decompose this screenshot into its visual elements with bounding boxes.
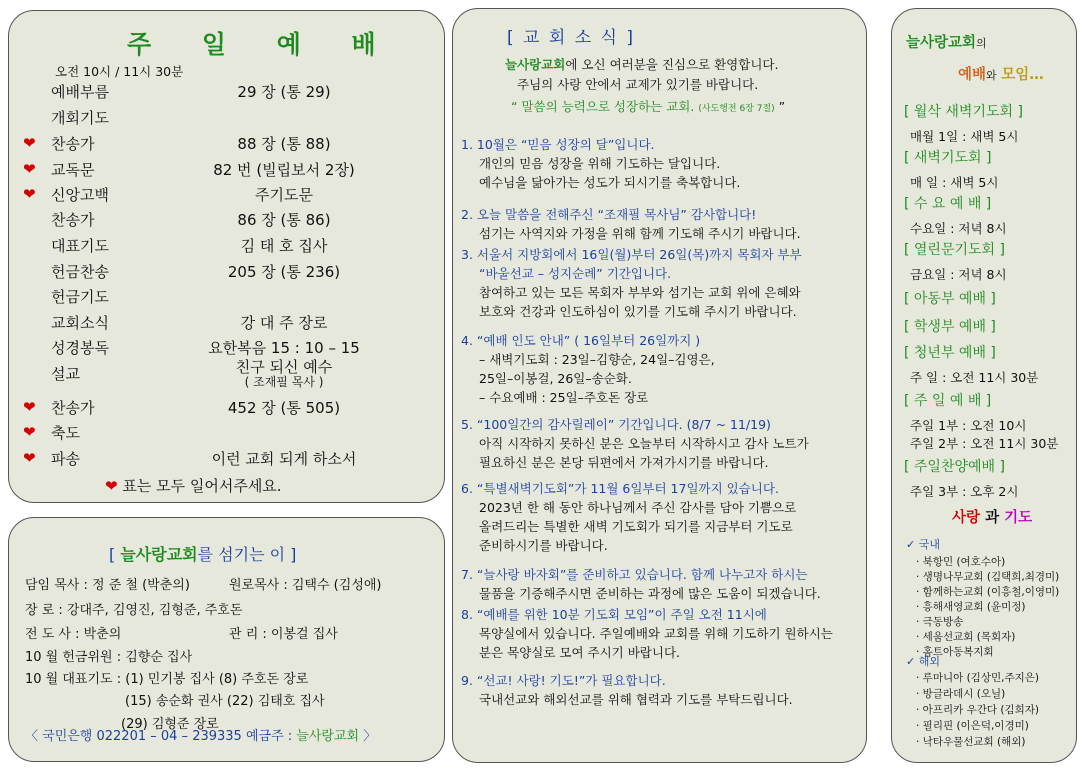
worship-item — [9, 422, 446, 448]
worship-item — [9, 133, 446, 159]
news-item-body: 25일–이봉걸, 26일–송순화. — [479, 371, 632, 386]
worship-item-name: 헌금기도 — [51, 288, 109, 306]
news-item-title: “예배를 위한 10분 기도회 모임”이 주일 오전 11시에 — [476, 607, 767, 622]
news-item-body: 국내선교와 해외선교를 위해 협력과 기도를 부탁드립니다. — [479, 692, 793, 707]
meeting-section-title: [ 새벽기도회 ] — [904, 150, 992, 166]
domestic-mission-item: · 흥해새영교회 (윤미정) — [916, 601, 1026, 613]
news-item-heading — [461, 205, 861, 224]
worship-item-name: 파송 — [51, 450, 80, 468]
news-item-number: 1. — [461, 137, 473, 152]
worship-item — [9, 81, 446, 107]
worship-item-name: 대표기도 — [51, 237, 109, 255]
news-item-number: 5. — [461, 417, 473, 432]
love-and-prayer-title: 사랑 과 기도 — [952, 510, 1033, 526]
news-item — [461, 135, 861, 192]
news-item-body: 준비하시기를 바랍니다. — [479, 538, 608, 553]
heart-icon: ❤ — [23, 423, 36, 441]
domestic-mission-item: · 홈트아동복지회 — [916, 646, 994, 658]
news-title: [ 교 회 소 식 ] — [507, 28, 635, 48]
worship-item-value: 205 장 (통 236) — [227, 263, 341, 281]
meeting-time: 수요일 : 저녁 8시 — [910, 221, 1007, 236]
heart-icon: ❤ — [23, 160, 36, 178]
news-item-title: 서울서 지방회에서 16일(월)부터 26일(목)까지 목회자 부부 — [476, 247, 802, 262]
news-item-body: 개인의 믿음 성장을 위해 기도하는 달입니다. — [479, 156, 721, 171]
worship-item-value: 88 장 (통 88) — [237, 135, 331, 153]
news-item-heading — [461, 135, 861, 154]
news-welcome-2: 주님의 사랑 안에서 교제가 있기를 바랍니다. — [517, 77, 759, 92]
news-item-number: 8. — [461, 607, 473, 622]
news-item — [461, 331, 861, 407]
worship-item-name: 교회소식 — [51, 314, 109, 332]
worship-item-name: 찬송가 — [51, 211, 95, 229]
worship-item — [9, 261, 446, 287]
worship-item-name: 개회기도 — [51, 109, 109, 127]
heart-icon: ❤ — [23, 185, 36, 203]
news-item-body: 목양실에서 있습니다. 주일예배와 교회를 위해 기도하기 원하시는 — [479, 626, 833, 641]
meeting-time: 주 일 : 오전 11시 30분 — [910, 370, 1039, 385]
worship-item — [9, 235, 446, 261]
news-item-title: “예배 인도 안내” ( 16일부터 26일까지 ) — [476, 333, 701, 348]
worship-item-name: 찬송가 — [51, 135, 95, 153]
news-item — [461, 671, 861, 709]
staff-line: 전 도 사 : 박춘의 — [25, 627, 122, 642]
worship-item-value: 주기도문 — [255, 186, 313, 204]
news-item-body: 아직 시작하지 못하신 분은 오늘부터 시작하시고 감사 노트가 — [479, 436, 809, 451]
news-item — [461, 605, 861, 662]
overseas-mission-item: · 방글라데시 (오닐) — [916, 688, 1006, 700]
church-news-panel — [452, 8, 867, 763]
worship-time: 오전 10시 / 11시 30분 — [55, 64, 184, 79]
meetings-panel — [891, 8, 1077, 763]
staff-line: 담임 목사 : 정 준 철 (박춘의) — [25, 578, 190, 593]
news-item-body: 올려드리는 특별한 새벽 기도회가 되기를 지금부터 기도로 — [479, 519, 793, 534]
heart-icon: ❤ — [23, 449, 36, 467]
domestic-mission-item: · 세움선교회 (목회자) — [916, 631, 1016, 643]
news-item-heading — [461, 415, 861, 434]
news-item-number: 3. — [461, 247, 473, 262]
news-item-heading — [461, 245, 861, 264]
staff-line: 10 월 헌금위원 : 김향순 집사 — [25, 650, 193, 665]
worship-item-name: 신앙고백 — [51, 186, 109, 204]
news-item-title: “특별새벽기도회”가 11월 6일부터 17일까지 있습니다. — [476, 481, 779, 496]
domestic-mission-item: · 함께하는교회 (이흥철,이영미) — [916, 586, 1060, 598]
worship-item-value: 친구 되신 예수 — [235, 358, 333, 376]
meeting-section-title: [ 청년부 예배 ] — [904, 345, 996, 361]
news-item-body: 2023년 한 해 동안 하나님께서 주신 감사를 담아 기쁨으로 — [479, 500, 797, 515]
staff-line-right: 원로목사 : 김택수 (김성애) — [229, 578, 382, 593]
news-item-heading — [461, 331, 861, 350]
news-item-body: 섬기는 사역지와 가정을 위해 함께 기도해 주시기 바랍니다. — [479, 226, 801, 241]
worship-item-value-sub: ( 조재필 목사 ) — [244, 375, 324, 389]
news-item — [461, 415, 861, 472]
worship-footer-note: ❤ 표는 모두 일어서주세요. — [105, 477, 282, 495]
news-item-body: 물품을 기증해주시면 준비하는 과정에 많은 도움이 되겠습니다. — [479, 586, 821, 601]
meeting-time: 매월 1일 : 새벽 5시 — [910, 129, 1019, 144]
worship-item-value: 82 번 (빌립보서 2장) — [213, 161, 355, 179]
news-item — [461, 565, 861, 603]
news-item-title: “늘사랑 바자회”를 준비하고 있습니다. 함께 나누고자 하시는 — [476, 567, 808, 582]
worship-item-name: 축도 — [51, 424, 80, 442]
meeting-section-title: [ 주일찬양예배 ] — [904, 459, 1005, 475]
news-welcome: 늘사랑교회에 오신 여러분을 진심으로 환영합니다. — [505, 57, 779, 72]
bank-account: 〈 국민은행 022201 – 04 – 239335 예금주 : 늘사랑교회 〉 — [25, 729, 377, 744]
news-item-title: “100일간의 감사릴레이” 기간입니다. (8/7 ~ 11/19) — [476, 417, 771, 432]
worship-item-value: 요한복음 15 : 10 – 15 — [208, 339, 360, 357]
meeting-section-title: [ 주 일 예 배 ] — [904, 393, 992, 409]
news-verse: “ 말씀의 능력으로 성장하는 교회. (사도행전 6장 7절) ” — [511, 99, 786, 114]
news-item-number: 2. — [461, 207, 473, 222]
meeting-section-title: [ 학생부 예배 ] — [904, 319, 996, 335]
news-item-body: “바울선교 – 성지순례” 기간입니다. — [479, 266, 672, 281]
meeting-section-title: [ 열린문기도회 ] — [904, 242, 1005, 258]
meetings-subtitle: 예배와 모임… — [958, 67, 1044, 83]
worship-item-name: 교독문 — [51, 161, 95, 179]
news-item-title: “선교! 사랑! 기도!”가 필요합니다. — [476, 673, 666, 688]
meeting-time: 금요일 : 저녁 8시 — [910, 267, 1007, 282]
worship-item-value: 이런 교회 되게 하소서 — [211, 450, 357, 468]
news-item-body: 보호와 건강과 인도하심이 있기를 기도해 주시기 바랍니다. — [479, 304, 797, 319]
worship-item — [9, 286, 446, 312]
meeting-time: 매 일 : 새벽 5시 — [910, 175, 999, 190]
overseas-mission-item: · 아프리카 우간다 (김희자) — [916, 704, 1039, 716]
news-item-body: – 수요예배 : 25일–주호돈 장로 — [479, 390, 649, 405]
news-item-heading — [461, 479, 861, 498]
meetings-church-name: 늘사랑교회의 — [906, 35, 987, 51]
domestic-mission-item: · 극동방송 — [916, 616, 964, 628]
domestic-title: ✓ 국내 — [906, 538, 940, 551]
heart-icon: ❤ — [23, 134, 36, 152]
overseas-mission-item: · 낙타우물선교회 (해외) — [916, 736, 1026, 748]
staff-title: [ 늘사랑교회를 섬기는 이 ] — [109, 545, 297, 564]
worship-item — [9, 159, 446, 185]
staff-panel — [8, 517, 445, 762]
overseas-title: ✓ 해외 — [906, 655, 940, 668]
meeting-time: 주일 3부 : 오후 2시 — [910, 484, 1019, 499]
meeting-time: 주일 2부 : 오전 11시 30분 — [910, 436, 1059, 451]
domestic-mission-item: · 생명나무교회 (김택희,최경미) — [916, 571, 1060, 583]
news-item — [461, 205, 861, 243]
news-item-number: 9. — [461, 673, 473, 688]
worship-item — [9, 397, 446, 423]
domestic-mission-item: · 북항민 (여호수아) — [916, 556, 1006, 568]
worship-item — [9, 448, 446, 474]
worship-item-value: 강 대 주 장로 — [240, 314, 328, 332]
worship-item — [9, 209, 446, 235]
news-item-body: 예수님을 닮아가는 성도가 되시기를 축복합니다. — [479, 175, 741, 190]
news-item-body: 참여하고 있는 모든 목회자 부부와 섬기는 교회 위에 은혜와 — [479, 285, 801, 300]
worship-item-value: 29 장 (통 29) — [237, 83, 331, 101]
worship-item-name: 찬송가 — [51, 399, 95, 417]
worship-item-value: 김 태 호 집사 — [240, 237, 328, 255]
meeting-time: 주일 1부 : 오전 10시 — [910, 418, 1027, 433]
meeting-section-title: [ 아동부 예배 ] — [904, 291, 996, 307]
worship-item-name: 설교 — [51, 365, 80, 383]
worship-order-panel — [8, 10, 445, 503]
staff-line: 장 로 : 강대주, 김영진, 김형준, 주호돈 — [25, 603, 243, 618]
worship-item-name: 헌금찬송 — [51, 263, 109, 281]
news-item-body: 분은 목양실로 모여 주시기 바랍니다. — [479, 645, 680, 660]
news-item-number: 7. — [461, 567, 473, 582]
worship-item — [9, 107, 446, 133]
news-item-heading — [461, 605, 861, 624]
staff-line: 10 월 대표기도 : (1) 민기봉 집사 (8) 주호돈 장로 — [25, 672, 309, 687]
news-item-title: 오늘 말씀을 전해주신 “조재필 목사님” 감사합니다! — [476, 207, 757, 222]
staff-line: (29) 김형준 장로 — [121, 717, 219, 732]
worship-item — [9, 358, 446, 389]
meeting-section-title: [ 수 요 예 배 ] — [904, 196, 992, 212]
staff-line: (15) 송순화 권사 (22) 김태호 집사 — [125, 694, 325, 709]
heart-icon: ❤ — [105, 477, 118, 495]
news-item — [461, 245, 861, 321]
news-item-body: – 새벽기도회 : 23일–김향순, 24일–김영은, — [479, 352, 715, 367]
worship-item-value: 452 장 (통 505) — [227, 399, 341, 417]
worship-title: 주 일 예 배 — [127, 30, 397, 59]
news-item-number: 4. — [461, 333, 473, 348]
overseas-mission-item: · 루마니아 (김상민,주지은) — [916, 672, 1039, 684]
heart-icon: ❤ — [23, 398, 36, 416]
worship-item-value: 86 장 (통 86) — [237, 211, 331, 229]
news-item-body: 필요하신 분은 본당 뒤편에서 가져가시기를 바랍니다. — [479, 455, 769, 470]
news-item-title: 10월은 “믿음 성장의 달”입니다. — [476, 137, 655, 152]
news-item — [461, 479, 861, 555]
worship-item — [9, 312, 446, 338]
news-item-heading — [461, 565, 861, 584]
worship-item — [9, 184, 446, 210]
news-item-number: 6. — [461, 481, 473, 496]
news-item-heading — [461, 671, 861, 690]
meeting-section-title: [ 월삭 새벽기도회 ] — [904, 104, 1023, 120]
staff-line-right: 관 리 : 이봉걸 집사 — [229, 627, 338, 642]
overseas-mission-item: · 필리핀 (이은덕,이경미) — [916, 720, 1029, 732]
worship-item-name: 예배부름 — [51, 83, 109, 101]
worship-item-name: 성경봉독 — [51, 339, 109, 357]
